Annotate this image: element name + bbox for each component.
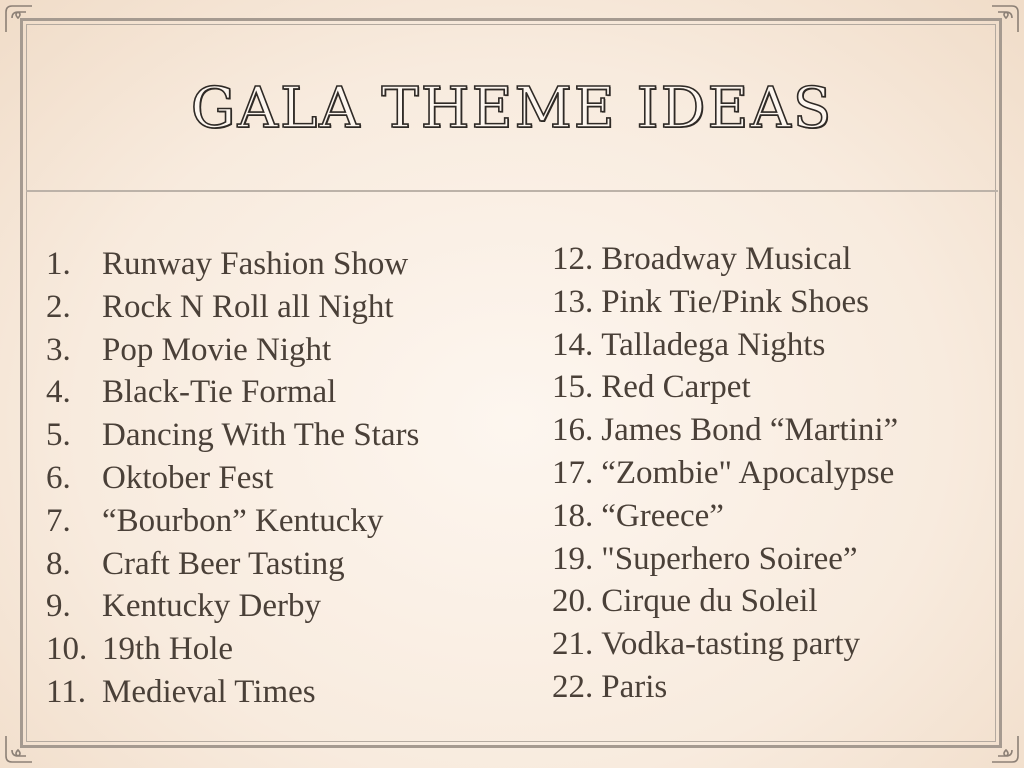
item-number: 14. <box>552 326 594 363</box>
corner-ornament-icon <box>4 4 34 34</box>
list-item <box>46 543 516 586</box>
item-text: Vodka-tasting party <box>601 626 861 663</box>
item-number: 13. <box>552 283 594 320</box>
list-item <box>552 409 1002 452</box>
list-item <box>46 286 516 329</box>
corner-ornament-icon <box>990 734 1020 764</box>
list-item <box>552 238 1002 281</box>
theme-list-right <box>552 238 1002 709</box>
theme-list-left <box>46 243 516 714</box>
list-item <box>46 457 516 500</box>
list-item <box>46 329 516 372</box>
item-text: Red Carpet <box>601 369 751 406</box>
list-item <box>46 671 516 714</box>
item-number: 15. <box>552 369 594 406</box>
item-text: “Bourbon” Kentucky <box>102 502 384 539</box>
title-divider <box>26 190 998 192</box>
item-number: 9. <box>46 588 71 625</box>
list-item <box>552 580 1002 623</box>
item-number: 10. <box>46 631 88 668</box>
item-number: 16. <box>552 412 594 449</box>
list-item <box>552 366 1002 409</box>
item-number: 21. <box>552 626 594 663</box>
list-item <box>552 666 1002 709</box>
item-text: “Zombie" Apocalypse <box>601 454 895 491</box>
item-number: 20. <box>552 583 594 620</box>
item-number: 8. <box>46 545 71 582</box>
item-text: Talladega Nights <box>601 326 826 363</box>
list-item <box>46 414 516 457</box>
item-text: Paris <box>601 668 668 705</box>
item-text: Pop Movie Night <box>102 331 332 368</box>
item-text: Medieval Times <box>102 673 316 710</box>
item-number: 6. <box>46 459 71 496</box>
item-text: Pink Tie/Pink Shoes <box>601 283 870 320</box>
item-number: 19. <box>552 540 594 577</box>
item-number: 1. <box>46 246 71 282</box>
corner-ornament-icon <box>990 4 1020 34</box>
item-text: "Superhero Soiree” <box>601 540 858 577</box>
item-text: Cirque du Soleil <box>601 583 818 620</box>
list-item <box>552 538 1002 581</box>
list-item <box>46 500 516 543</box>
list-item <box>46 371 516 414</box>
item-text: Rock N Roll all Night <box>102 288 394 325</box>
slide-title: GALA THEME IDEAS <box>190 76 834 141</box>
list-item <box>46 628 516 671</box>
item-number: 17. <box>552 454 594 491</box>
list-item <box>552 281 1002 324</box>
item-text: Broadway Musical <box>601 241 852 277</box>
item-text: Runway Fashion Show <box>102 246 409 282</box>
list-item <box>552 495 1002 538</box>
item-number: 5. <box>46 417 71 454</box>
list-item <box>46 585 516 628</box>
list-item <box>552 452 1002 495</box>
item-number: 11. <box>46 673 87 710</box>
item-number: 12. <box>552 241 594 277</box>
item-text: “Greece” <box>601 497 724 534</box>
list-item <box>552 324 1002 367</box>
item-number: 3. <box>46 331 71 368</box>
item-number: 4. <box>46 374 71 411</box>
item-text: James Bond “Martini” <box>601 412 899 449</box>
item-text: 19th Hole <box>102 631 234 668</box>
corner-ornament-icon <box>4 734 34 764</box>
item-text: Black-Tie Formal <box>102 374 337 411</box>
item-text: Oktober Fest <box>102 459 274 496</box>
item-number: 7. <box>46 502 71 539</box>
list-item <box>46 243 516 286</box>
item-number: 18. <box>552 497 594 534</box>
item-number: 22. <box>552 668 594 705</box>
item-text: Craft Beer Tasting <box>102 545 345 582</box>
item-text: Kentucky Derby <box>102 588 322 625</box>
item-number: 2. <box>46 288 71 325</box>
item-text: Dancing With The Stars <box>102 417 420 454</box>
list-item <box>552 623 1002 666</box>
